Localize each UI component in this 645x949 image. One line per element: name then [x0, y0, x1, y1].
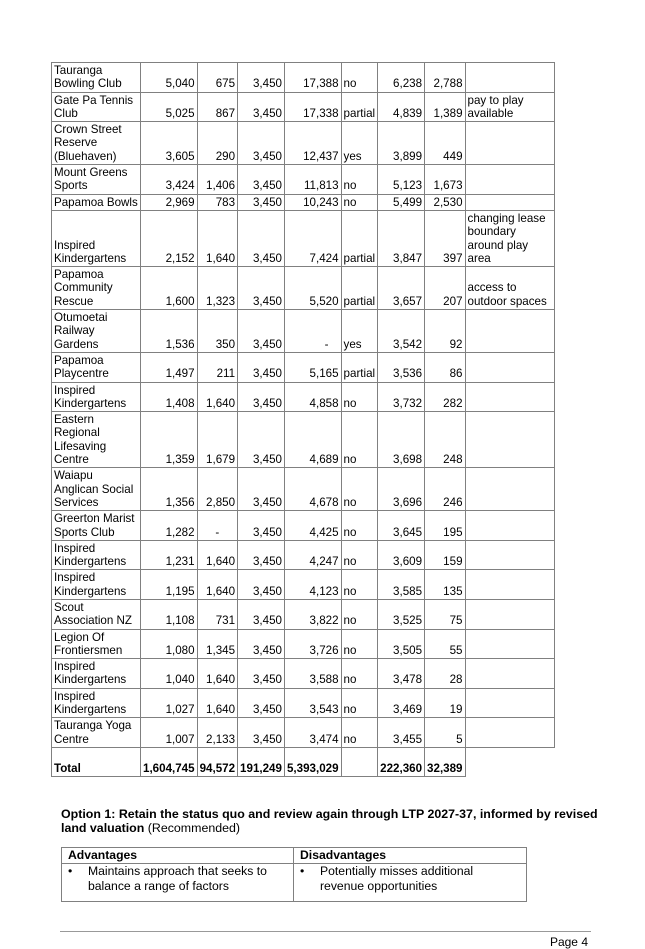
cell-col-4: 3,726: [284, 629, 341, 659]
cell-status: yes: [341, 310, 378, 353]
cell-col-4: 7,424: [284, 210, 341, 266]
cell-notes: [465, 412, 554, 468]
cell-organisation: Papamoa Community Rescue: [52, 267, 141, 310]
total-blank: [465, 747, 554, 776]
table-row: [52, 468, 555, 511]
cell-status: no: [341, 718, 378, 748]
cell-col-7: 2,530: [425, 194, 465, 210]
cell-notes: [465, 194, 554, 210]
table-row: [52, 352, 555, 382]
cell-col-1: 1,231: [141, 540, 198, 570]
cell-col-1: 1,359: [141, 412, 198, 468]
lease-rent-table: [51, 62, 555, 777]
cell-col-6: 3,478: [378, 659, 425, 689]
cell-col-7: 1,673: [425, 165, 465, 195]
cell-col-3: 3,450: [238, 659, 285, 689]
cell-col-3: 3,450: [238, 468, 285, 511]
cell-col-2: 1,345: [197, 629, 237, 659]
cell-col-1: 1,536: [141, 310, 198, 353]
cell-col-1: 3,424: [141, 165, 198, 195]
cell-notes: [465, 122, 554, 165]
bullet-icon: •: [68, 863, 73, 878]
cell-col-7: 28: [425, 659, 465, 689]
cell-organisation: Inspired Kindergartens: [52, 570, 141, 600]
cell-col-1: 1,195: [141, 570, 198, 600]
cell-organisation: Inspired Kindergartens: [52, 659, 141, 689]
advantage-item: Maintains approach that seeks to balance a range of factors: [88, 863, 267, 893]
cell-organisation: Crown Street Reserve (Bluehaven): [52, 122, 141, 165]
cell-col-2: 783: [197, 194, 237, 210]
cell-notes: [465, 570, 554, 600]
cell-organisation: Mount Greens Sports: [52, 165, 141, 195]
total-col-6: 222,360: [378, 747, 425, 776]
cell-col-4: 4,247: [284, 540, 341, 570]
table-row: [52, 194, 555, 210]
cell-col-4: 5,165: [284, 352, 341, 382]
cell-col-6: 3,657: [378, 267, 425, 310]
cell-col-7: 19: [425, 688, 465, 718]
cell-col-3: 3,450: [238, 194, 285, 210]
cell-col-3: 3,450: [238, 165, 285, 195]
cell-organisation: Eastern Regional Lifesaving Centre: [52, 412, 141, 468]
cell-col-7: 75: [425, 599, 465, 629]
cell-col-1: 2,152: [141, 210, 198, 266]
advantages-table: [61, 847, 527, 902]
cell-col-7: 248: [425, 412, 465, 468]
cell-col-4: 17,388: [284, 63, 341, 93]
cell-col-7: 195: [425, 511, 465, 541]
cell-col-1: 5,025: [141, 92, 198, 122]
cell-col-6: 3,609: [378, 540, 425, 570]
cell-col-2: 1,640: [197, 570, 237, 600]
cell-col-1: 5,040: [141, 63, 198, 93]
table-row: [52, 599, 555, 629]
cell-col-2: 211: [197, 352, 237, 382]
cell-status: no: [341, 629, 378, 659]
cell-col-6: 3,847: [378, 210, 425, 266]
cell-col-2: 1,640: [197, 688, 237, 718]
cell-col-1: 1,108: [141, 599, 198, 629]
cell-col-1: 2,969: [141, 194, 198, 210]
cell-organisation: Otumoetai Railway Gardens: [52, 310, 141, 353]
cell-col-2: 1,640: [197, 540, 237, 570]
cell-col-6: 4,839: [378, 92, 425, 122]
total-row: [52, 747, 555, 776]
option-1-heading: [61, 807, 601, 836]
table-row: [52, 267, 555, 310]
cell-col-6: 3,536: [378, 352, 425, 382]
cell-col-6: 3,469: [378, 688, 425, 718]
cell-col-7: 92: [425, 310, 465, 353]
cell-col-1: 1,040: [141, 659, 198, 689]
cell-col-3: 3,450: [238, 210, 285, 266]
cell-col-7: 86: [425, 352, 465, 382]
cell-col-7: 397: [425, 210, 465, 266]
cell-col-2: 867: [197, 92, 237, 122]
cell-col-4: 3,588: [284, 659, 341, 689]
cell-col-3: 3,450: [238, 718, 285, 748]
cell-organisation: Inspired Kindergartens: [52, 210, 141, 266]
cell-status: no: [341, 511, 378, 541]
cell-col-7: 1,389: [425, 92, 465, 122]
table-row: [52, 540, 555, 570]
cell-notes: changing lease boundary around play area: [465, 210, 554, 266]
cell-col-3: 3,450: [238, 511, 285, 541]
page-number: Page 4: [549, 934, 588, 949]
cell-col-7: 135: [425, 570, 465, 600]
cell-notes: [465, 382, 554, 412]
cell-col-3: 3,450: [238, 310, 285, 353]
cell-col-6: 3,645: [378, 511, 425, 541]
cell-col-3: 3,450: [238, 599, 285, 629]
table-row: [52, 412, 555, 468]
cell-col-4: 5,520: [284, 267, 341, 310]
cell-col-2: 731: [197, 599, 237, 629]
cell-col-1: 1,007: [141, 718, 198, 748]
cell-col-3: 3,450: [238, 688, 285, 718]
cell-col-1: 1,282: [141, 511, 198, 541]
cell-col-6: 3,455: [378, 718, 425, 748]
cell-status: partial: [341, 92, 378, 122]
cell-col-7: 246: [425, 468, 465, 511]
cell-col-3: 3,450: [238, 122, 285, 165]
cell-organisation: Greerton Marist Sports Club: [52, 511, 141, 541]
cell-col-6: 3,732: [378, 382, 425, 412]
cell-col-2: 1,406: [197, 165, 237, 195]
cell-col-7: 55: [425, 629, 465, 659]
cell-col-1: 1,080: [141, 629, 198, 659]
cell-col-6: 3,585: [378, 570, 425, 600]
cell-col-4: 3,474: [284, 718, 341, 748]
cell-status: yes: [341, 122, 378, 165]
cell-col-4: 10,243: [284, 194, 341, 210]
cell-col-3: 3,450: [238, 63, 285, 93]
cell-col-1: 1,027: [141, 688, 198, 718]
cell-status: no: [341, 382, 378, 412]
cell-col-3: 3,450: [238, 570, 285, 600]
table-row: [52, 511, 555, 541]
cell-col-4: 12,437: [284, 122, 341, 165]
table-row: [52, 659, 555, 689]
cell-status: partial: [341, 210, 378, 266]
advantages-cell: [62, 863, 294, 901]
cell-col-4: 17,338: [284, 92, 341, 122]
footer-divider: [60, 931, 591, 932]
cell-notes: [465, 511, 554, 541]
cell-notes: [465, 599, 554, 629]
cell-col-7: 449: [425, 122, 465, 165]
cell-col-7: 159: [425, 540, 465, 570]
table-row: [52, 718, 555, 748]
cell-col-2: 1,640: [197, 382, 237, 412]
cell-col-6: 3,542: [378, 310, 425, 353]
cell-col-2: -: [197, 511, 237, 541]
cell-col-4: 4,123: [284, 570, 341, 600]
cell-notes: [465, 659, 554, 689]
cell-col-3: 3,450: [238, 267, 285, 310]
cell-col-6: 5,499: [378, 194, 425, 210]
cell-organisation: Gate Pa Tennis Club: [52, 92, 141, 122]
cell-notes: [465, 352, 554, 382]
cell-col-6: 6,238: [378, 63, 425, 93]
cell-status: no: [341, 659, 378, 689]
cell-organisation: Tauranga Bowling Club: [52, 63, 141, 93]
cell-col-3: 3,450: [238, 352, 285, 382]
cell-status: no: [341, 194, 378, 210]
cell-organisation: Tauranga Yoga Centre: [52, 718, 141, 748]
table-row: [52, 629, 555, 659]
cell-col-1: 1,600: [141, 267, 198, 310]
cell-status: no: [341, 599, 378, 629]
cell-col-2: 350: [197, 310, 237, 353]
advantages-header: Advantages: [62, 847, 294, 863]
cell-col-7: 5: [425, 718, 465, 748]
cell-notes: [465, 629, 554, 659]
cell-notes: [465, 718, 554, 748]
total-organisation: Total: [52, 747, 141, 776]
cell-status: partial: [341, 267, 378, 310]
cell-col-2: 1,640: [197, 659, 237, 689]
cell-col-6: 5,123: [378, 165, 425, 195]
cell-notes: [465, 540, 554, 570]
cell-status: no: [341, 63, 378, 93]
cell-organisation: Inspired Kindergartens: [52, 688, 141, 718]
cell-col-6: 3,698: [378, 412, 425, 468]
cell-col-4: 3,822: [284, 599, 341, 629]
cell-col-4: 3,543: [284, 688, 341, 718]
disadvantages-cell: [294, 863, 527, 901]
cell-col-7: 282: [425, 382, 465, 412]
cell-col-2: 1,323: [197, 267, 237, 310]
bullet-icon: •: [300, 863, 305, 878]
cell-organisation: Papamoa Playcentre: [52, 352, 141, 382]
cell-col-3: 3,450: [238, 382, 285, 412]
cell-col-4: 11,813: [284, 165, 341, 195]
cell-status: no: [341, 570, 378, 600]
cell-col-4: -: [284, 310, 341, 353]
total-col-7: 32,389: [425, 747, 465, 776]
table-row: [52, 92, 555, 122]
total-col-2: 94,572: [197, 747, 237, 776]
cell-col-1: 1,408: [141, 382, 198, 412]
cell-col-6: 3,525: [378, 599, 425, 629]
cell-col-4: 4,678: [284, 468, 341, 511]
table-row: [52, 310, 555, 353]
cell-col-1: 1,497: [141, 352, 198, 382]
cell-col-2: 1,640: [197, 210, 237, 266]
cell-col-1: 3,605: [141, 122, 198, 165]
total-col-1: 1,604,745: [141, 747, 198, 776]
table-row: [52, 382, 555, 412]
disadvantage-item: Potentially misses additional revenue opportunities: [320, 863, 474, 893]
cell-notes: [465, 165, 554, 195]
cell-organisation: Scout Association NZ: [52, 599, 141, 629]
cell-col-6: 3,505: [378, 629, 425, 659]
cell-col-7: 2,788: [425, 63, 465, 93]
cell-col-4: 4,425: [284, 511, 341, 541]
total-status: [341, 747, 378, 776]
cell-status: no: [341, 688, 378, 718]
cell-col-3: 3,450: [238, 629, 285, 659]
cell-status: no: [341, 540, 378, 570]
cell-col-3: 3,450: [238, 92, 285, 122]
cell-col-4: 4,858: [284, 382, 341, 412]
cell-col-2: 290: [197, 122, 237, 165]
cell-status: no: [341, 412, 378, 468]
cell-col-2: 675: [197, 63, 237, 93]
cell-notes: [465, 468, 554, 511]
cell-notes: pay to play available: [465, 92, 554, 122]
cell-status: partial: [341, 352, 378, 382]
disadvantages-header: Disadvantages: [294, 847, 527, 863]
table-row: [52, 570, 555, 600]
option-title: Option 1: Retain the status quo and review again through LTP 2027-37, informed by revised land valuation: [61, 806, 598, 836]
cell-organisation: Papamoa Bowls: [52, 194, 141, 210]
cell-status: no: [341, 468, 378, 511]
cell-col-1: 1,356: [141, 468, 198, 511]
cell-col-2: 2,133: [197, 718, 237, 748]
cell-notes: [465, 310, 554, 353]
cell-organisation: Waiapu Anglican Social Services: [52, 468, 141, 511]
table-row: [52, 165, 555, 195]
cell-organisation: Legion Of Frontiersmen: [52, 629, 141, 659]
cell-col-4: 4,689: [284, 412, 341, 468]
cell-col-3: 3,450: [238, 412, 285, 468]
cell-col-7: 207: [425, 267, 465, 310]
cell-col-2: 2,850: [197, 468, 237, 511]
cell-col-3: 3,450: [238, 540, 285, 570]
total-col-4: 5,393,029: [284, 747, 341, 776]
cell-status: no: [341, 165, 378, 195]
table-row: [52, 688, 555, 718]
cell-notes: [465, 688, 554, 718]
cell-notes: [465, 63, 554, 93]
cell-organisation: Inspired Kindergartens: [52, 540, 141, 570]
cell-col-2: 1,679: [197, 412, 237, 468]
table-row: [52, 122, 555, 165]
cell-col-6: 3,899: [378, 122, 425, 165]
cell-notes: access to outdoor spaces: [465, 267, 554, 310]
total-col-3: 191,249: [238, 747, 285, 776]
table-row: [52, 63, 555, 93]
table-row: [52, 210, 555, 266]
option-recommended: (Recommended): [144, 821, 241, 836]
cell-col-6: 3,696: [378, 468, 425, 511]
cell-organisation: Inspired Kindergartens: [52, 382, 141, 412]
